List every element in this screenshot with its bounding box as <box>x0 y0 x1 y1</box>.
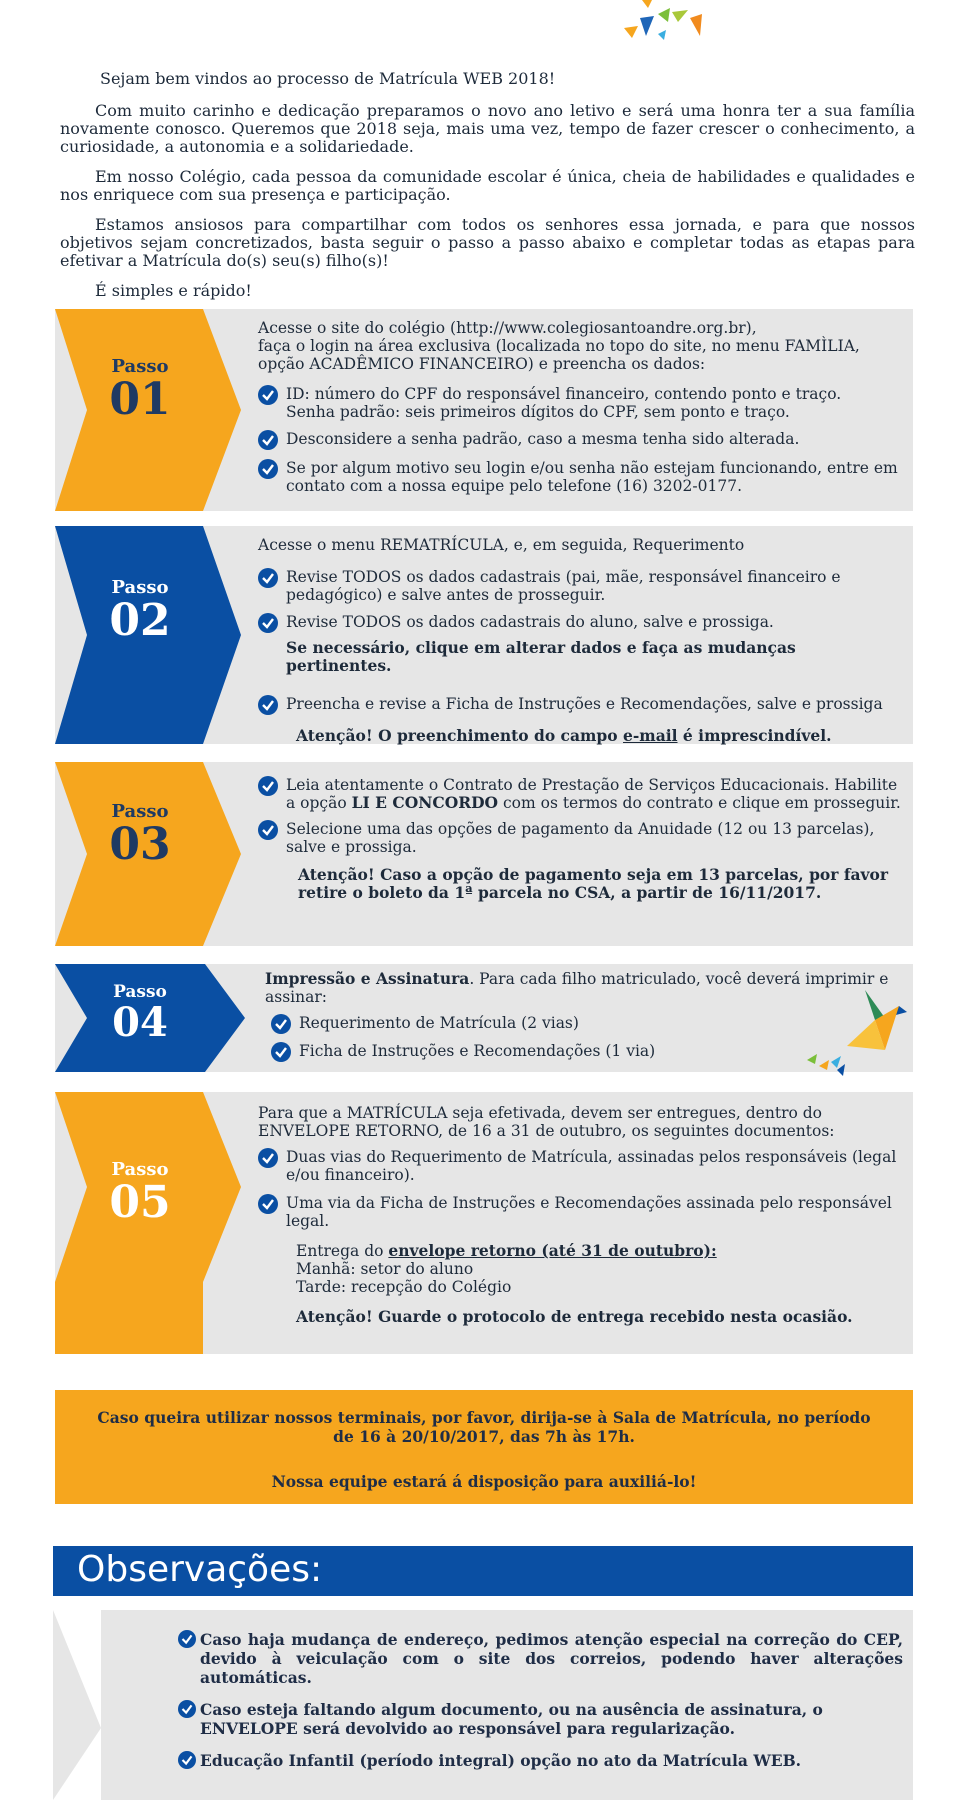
decorative-logo-icon <box>612 0 712 48</box>
step-04-item-1-text: Requerimento de Matrícula (2 vias) <box>299 1014 579 1032</box>
step-02-note-2 <box>296 727 903 745</box>
step-01-item-3 <box>258 459 903 495</box>
check-circle-icon <box>178 1630 196 1648</box>
intro-paragraph-3: Estamos ansiosos para compartilhar com todos os senhores essa jornada, e para que nossos objetivos sejam concretizados, basta seguir o passo a passo abaixo e completar todas as etapas para efetivar a Matrícula do(s) seu(s) filho(s)! <box>60 215 915 270</box>
step-01-word: Passo <box>111 356 169 377</box>
step-03-item-1-a: Leia atentamente o Contrato de Prestação de Serviços Educacionais. Habilite a opção <box>286 776 898 812</box>
step-01-intro-line1: Acesse o site do colégio (http://www.colegiosantoandre.org.br), <box>258 319 757 337</box>
check-circle-icon <box>258 385 278 405</box>
observations-title: Observações: <box>77 1549 323 1590</box>
step-01-item-2-text: Desconsidere a senha padrão, caso a mesma tenha sido alterada. <box>286 430 800 448</box>
origami-bird-icon <box>807 990 917 1080</box>
step-02-item-1 <box>258 568 903 604</box>
step-01-item-1-b: Senha padrão: seis primeiros dígitos do CPF, sem ponto e traço. <box>286 403 790 421</box>
step-02-number: 02 <box>109 595 171 646</box>
welcome-text: Sejam bem vindos ao processo de Matrícula WEB 2018! <box>100 69 556 88</box>
intro-section <box>60 70 915 312</box>
step-02-intro: Acesse o menu REMATRÍCULA, e, em seguida, Requerimento <box>258 536 745 554</box>
check-circle-icon <box>178 1700 196 1718</box>
step-05-item-1-text: Duas vias do Requerimento de Matrícula, assinadas pelos responsáveis (legal e/ou financeiro). <box>286 1148 897 1184</box>
intro-paragraph-1: Com muito carinho e dedicação preparamos o novo ano letivo e será uma honra ter a sua família novamente conosco. Queremos que 2018 seja, mais uma vez, tempo de fazer crescer o conhecimento, a curiosidade, a autonomia e a solidariedade. <box>60 101 915 156</box>
step-03 <box>55 762 913 946</box>
step-01-intro-line2: faça o login na área exclusiva (localizada no topo do site, no menu FAMÌLIA, opção ACADÊMICO FINANCEIRO) e preencha os dados: <box>258 337 860 373</box>
step-02-item-3 <box>258 695 903 715</box>
observation-item-3-text: Educação Infantil (período integral) opção no ato da Matrícula WEB. <box>200 1751 802 1770</box>
check-circle-icon <box>258 430 278 450</box>
step-01-item-3-text: Se por algum motivo seu login e/ou senha não estejam funcionando, entre em contato com a nossa equipe pelo telefone (16) 3202-0177. <box>286 459 898 495</box>
step-05-item-2-text: Uma via da Ficha de Instruções e Recomendações assinada pelo responsável legal. <box>286 1194 892 1230</box>
step-02-word: Passo <box>111 577 169 598</box>
intro-paragraph-2: Em nosso Colégio, cada pessoa da comunidade escolar é única, cheia de habilidades e qualidades e nos enriquece com sua presença e participação. <box>60 167 915 204</box>
step-03-note: Atenção! Caso a opção de pagamento seja em 13 parcelas, por favor retire o boleto da 1ª parcela no CSA, a partir de 16/11/2017. <box>298 865 889 902</box>
check-circle-icon <box>258 776 278 796</box>
observation-item-3 <box>178 1751 903 1770</box>
intro-paragraph-4: É simples e rápido! <box>95 281 252 300</box>
step-05-note: Atenção! Guarde o protocolo de entrega recebido nesta ocasião. <box>296 1307 853 1326</box>
terminals-notice <box>55 1390 913 1504</box>
step-02-item-3-text: Preencha e revise a Ficha de Instruções e Recomendações, salve e prossiga <box>286 695 883 713</box>
notice-line-2: de 16 à 20/10/2017, das 7h às 17h. <box>333 1427 635 1446</box>
step-03-item-1-text <box>286 776 903 812</box>
step-05-item-2 <box>258 1194 903 1230</box>
step-03-word: Passo <box>111 801 169 822</box>
step-01-item-1 <box>258 385 903 421</box>
step-02-item-2-text: Revise TODOS os dados cadastrais do aluno, salve e prossiga. <box>286 613 774 631</box>
check-circle-icon <box>258 1148 278 1168</box>
check-circle-icon <box>258 568 278 588</box>
observation-item-1-text: Caso haja mudança de endereço, pedimos atenção especial na correção do CEP, devido à veiculação com o site dos correios, podendo haver alterações automáticas. <box>200 1630 903 1687</box>
step-03-item-2 <box>258 820 903 856</box>
step-05-word: Passo <box>111 1159 169 1180</box>
step-05-delivery-title-a: Entrega do <box>296 1242 389 1260</box>
step-05-delivery-morning: Manhã: setor do aluno <box>296 1260 474 1278</box>
step-02-note-2-email: e-mail <box>623 726 678 745</box>
step-02-note-2-c: é imprescindível. <box>677 726 832 745</box>
step-05-delivery-title <box>296 1242 903 1260</box>
observation-item-2 <box>178 1700 903 1738</box>
step-03-number: 03 <box>109 819 171 870</box>
step-04 <box>55 964 913 1072</box>
step-03-item-1-b: LI E CONCORDO <box>351 793 499 812</box>
step-01-item-1-a: ID: número do CPF do responsável financeiro, contendo ponto e traço. <box>286 385 842 403</box>
step-05-delivery <box>296 1242 903 1296</box>
check-circle-icon <box>258 613 278 633</box>
step-05-item-1 <box>258 1148 903 1184</box>
step-01-number: 01 <box>109 374 171 425</box>
step-02 <box>55 526 913 744</box>
step-05-delivery-afternoon: Tarde: recepção do Colégio <box>296 1278 512 1296</box>
step-03-item-2-text: Selecione uma das opções de pagamento da Anuidade (12 ou 13 parcelas), salve e prossiga. <box>286 820 875 856</box>
notice-line-1: Caso queira utilizar nossos terminais, por favor, dirija-se à Sala de Matrícula, no período <box>97 1408 871 1427</box>
observation-item-2-text: Caso esteja faltando algum documento, ou na ausência de assinatura, o ENVELOPE será devolvido ao responsável para regularização. <box>200 1700 823 1738</box>
step-01-item-2 <box>258 430 903 450</box>
step-04-word: Passo <box>113 982 167 1002</box>
check-circle-icon <box>258 1194 278 1214</box>
check-circle-icon <box>258 820 278 840</box>
check-circle-icon <box>178 1751 196 1769</box>
step-04-item-2-text: Ficha de Instruções e Recomendações (1 via) <box>299 1042 656 1060</box>
step-02-item-1-text: Revise TODOS os dados cadastrais (pai, mãe, responsável financeiro e pedagógico) e salve antes de prosseguir. <box>286 568 841 604</box>
observations-panel <box>53 1610 913 1800</box>
notice-line-3: Nossa equipe estará á disposição para auxiliá-lo! <box>271 1472 697 1491</box>
step-04-intro-rest: . Para cada filho matriculado, você deverá imprimir e assinar: <box>265 970 889 1006</box>
step-05-number: 05 <box>109 1177 171 1228</box>
observations-list <box>178 1630 903 1783</box>
step-05 <box>55 1092 913 1354</box>
step-03-item-1 <box>258 776 903 812</box>
observation-item-1 <box>178 1630 903 1687</box>
step-05-delivery-title-b: envelope retorno (até 31 de outubro): <box>388 1241 717 1260</box>
check-circle-icon <box>258 459 278 479</box>
observations-header <box>53 1546 913 1596</box>
step-05-intro: Para que a MATRÍCULA seja efetivada, devem ser entregues, dentro do ENVELOPE RETORNO, de 16 a 31 de outubro, os seguintes documentos: <box>258 1104 835 1140</box>
step-03-item-1-c: com os termos do contrato e clique em prosseguir. <box>498 794 901 812</box>
check-circle-icon <box>271 1042 291 1062</box>
step-02-note-1: Se necessário, clique em alterar dados e faça as mudanças pertinentes. <box>286 638 796 675</box>
step-02-note-2-a: Atenção! O preenchimento do campo <box>296 726 624 745</box>
observations-notch-shape <box>53 1610 101 1800</box>
step-02-item-2 <box>258 613 903 633</box>
step-04-number: 04 <box>112 999 168 1046</box>
step-01 <box>55 309 913 511</box>
check-circle-icon <box>271 1014 291 1034</box>
check-circle-icon <box>258 695 278 715</box>
step-04-intro-bold: Impressão e Assinatura <box>265 969 470 988</box>
